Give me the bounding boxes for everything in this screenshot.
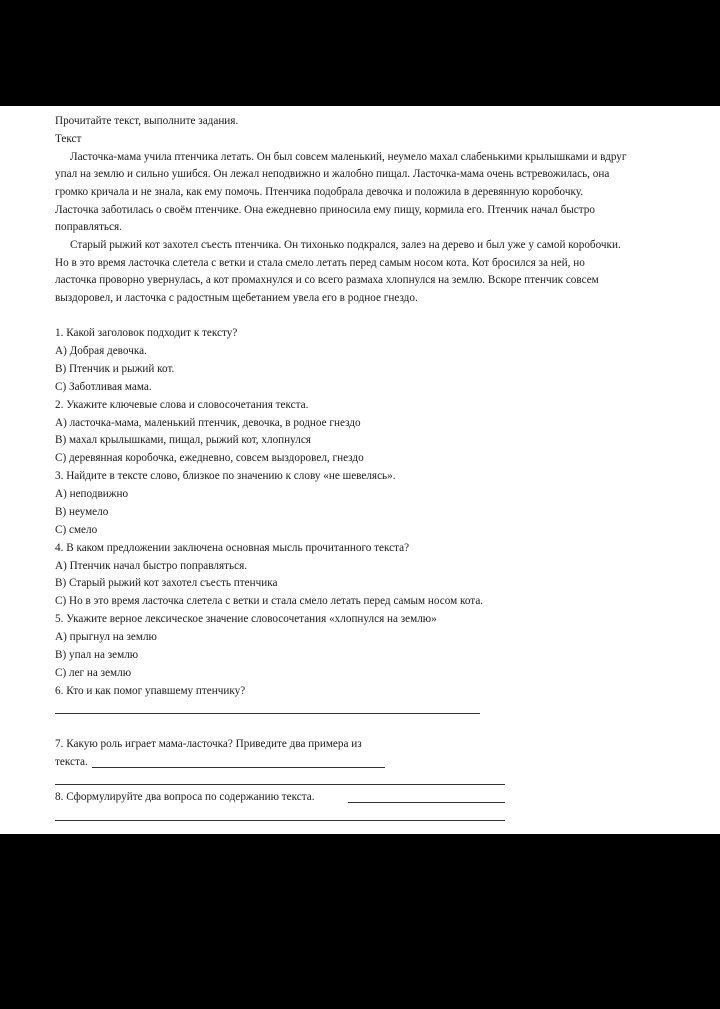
story-line: Ласточка-мама учила птенчика летать. Он был совсем маленький, неумело махал слабенькими крылышками и вдруг: [70, 151, 627, 163]
answer-option: С) Заботливая мама.: [55, 381, 152, 393]
worksheet-page: [0, 106, 720, 834]
answer-option: С) Но в это время ласточка слетела с ветки и стала смело летать перед самым носом кота.: [55, 595, 484, 607]
story-line: поправляться.: [55, 221, 122, 233]
answer-option: А) ласточка-мама, маленький птенчик, девочка, в родное гнездо: [55, 417, 361, 429]
story-line: Старый рыжий кот захотел съесть птенчика. Он тихонько подкрался, залез на дерево и был уже у самой коробочки.: [70, 239, 621, 251]
question-5: 5. Укажите верное лексическое значение словосочетания «хлопнулся на землю»: [55, 613, 437, 625]
answer-option: В) махал крылышками, пищал, рыжий кот, хлопнулся: [55, 434, 311, 446]
story-line: Ласточка заботилась о своём птенчике. Она ежедневно приносила ему пищу, кормила его. Птенчик начал быстро: [55, 204, 595, 216]
answer-option: В) Старый рыжий кот захотел съесть птенчика: [55, 577, 278, 589]
story-line: упал на землю и сильно ушибся. Он лежал неподвижно и жалобно пищал. Ласточка-мама очень встревожилась, она: [55, 168, 610, 180]
answer-option: А) неподвижно: [55, 488, 129, 500]
text-label: Текст: [55, 133, 82, 145]
question-7: 7. Какую роль играет мама-ласточка? Приведите два примера из: [55, 738, 362, 750]
answer-blank-line[interactable]: [55, 820, 505, 821]
question-6: 6. Кто и как помог упавшему птенчику?: [55, 685, 246, 697]
question-7-continuation: текста.: [55, 756, 88, 768]
answer-option: С) деревянная коробочка, ежедневно, совсем выздоровел, гнездо: [55, 452, 364, 464]
answer-blank-line[interactable]: [55, 713, 480, 714]
answer-option: А) Добрая девочка.: [55, 345, 147, 357]
question-4: 4. В каком предложении заключена основная мысль прочитанного текста?: [55, 542, 410, 554]
answer-blank-line[interactable]: [92, 767, 385, 768]
answer-option: В) Птенчик и рыжий кот.: [55, 363, 175, 375]
answer-option: С) лег на землю: [55, 667, 132, 679]
answer-blank-line[interactable]: [55, 784, 505, 785]
instruction-heading: Прочитайте текст, выполните задания.: [55, 115, 239, 127]
answer-option: А) Птенчик начал быстро поправляться.: [55, 560, 248, 572]
answer-blank-line[interactable]: [348, 802, 505, 803]
story-line: выздоровел, и ласточка с радостным щебетанием увела его в родное гнездо.: [55, 292, 418, 304]
question-8: 8. Сформулируйте два вопроса по содержанию текста.: [55, 791, 315, 803]
question-2: 2. Укажите ключевые слова и словосочетания текста.: [55, 399, 309, 411]
story-line: громко кричала и не знала, как ему помочь. Птенчика подобрала девочка и положила в деревянную коробочку.: [55, 186, 583, 198]
answer-option: В) неумело: [55, 506, 109, 518]
answer-option: В) упал на землю: [55, 649, 139, 661]
answer-option: А) прыгнул на землю: [55, 631, 157, 643]
story-line: Но в это время ласточка слетела с ветки и стала смело летать перед самым носом кота. Кот бросился за ней, но: [55, 257, 585, 269]
question-3: 3. Найдите в тексте слово, близкое по значению к слову «не шевелясь».: [55, 470, 396, 482]
answer-option: С) смело: [55, 524, 98, 536]
story-line: ласточка проворно увернулась, а кот промахнулся и со всего размаха хлопнулся на землю. Вскоре птенчик совсем: [55, 274, 599, 286]
question-1: 1. Какой заголовок подходит к тексту?: [55, 327, 238, 339]
